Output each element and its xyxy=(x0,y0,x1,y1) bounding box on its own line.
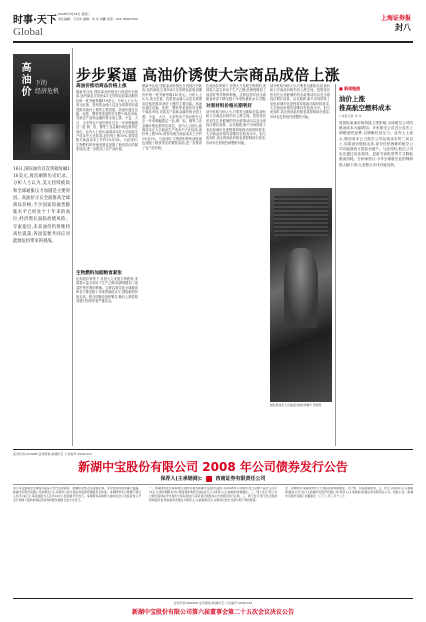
article-body-3-cont: 部分机构分析认为,只要美元继续走弱,油价和大宗商品价格仍有上涨空间。投资者应密切关注美联储的货币政策动向以及全球经济增长前景。从长期看,新兴市场国家工业化和城市化进程将持续推动原材料需求,大宗商品价格有望维持在较高水平。但与此同时,高企的商品价格也将抑制部分需求,市场存在阶段性调整的可能。 xyxy=(270,84,330,119)
ad-bottom-title: 新湖中宝股份有限公司第六届董事会第二十五次会议决议公告 xyxy=(131,609,294,616)
news-photo xyxy=(270,188,332,402)
editor-line: 责任编辑：下官伟 编辑：李 华 刘鹏 电话：021-38967500 xyxy=(58,17,138,21)
article-col-3 xyxy=(206,84,266,446)
column-divider xyxy=(72,48,73,446)
photo-figure xyxy=(284,248,318,328)
date-line: 2008年3月18日 星期二 xyxy=(58,12,91,16)
sidebar xyxy=(13,48,70,446)
section-left-en: Global xyxy=(13,26,43,38)
sidebar-banner-accent xyxy=(31,124,65,154)
sidebar-body: 16日,国际油价首次突破每桶110美元,再次刷新历史纪录。分析人士认为,美元持续疲软和全球通胀压力加剧是主要原因。高油价正在全面推高全球商品价格,不少国家的通货膨胀水平已经处于十年来的高位,经济增长面临放缓风险。专家指出,未来油价仍将维持高位震荡,各国需要共同应对能源危机带来的挑战。 xyxy=(13,167,70,245)
main-article xyxy=(76,84,332,446)
page-right: 封八 xyxy=(395,23,411,32)
section-left-label: 时事·天下 xyxy=(13,15,57,26)
subhead-2: 生物燃料加剧粮食紧张 xyxy=(76,271,122,276)
photo-screen xyxy=(274,196,328,236)
ad-body-col-2: 一、本期债券发行基本情况:债券名称为新湖中宝股份有限公司2008年公司债券;发行总额不超过人民币14亿元;债券期限为5年;票面利率询价区间由发行人与保荐人(主承销商)协商确定。二、网上发行:网上发行通过深圳证券交易所交易系统进行,投资者可按照本公告的规定进行认购。三、网下发行:网下发行面向机构投资者,机构投资者通过与保荐人(主承销商)签订认购协议的方式参与网下询价配售。 xyxy=(149,487,277,502)
ad-top-rule xyxy=(13,449,413,450)
sidebar-banner-sub: 下的 经济危机 xyxy=(35,80,60,95)
article-body-2-cont: 在高油价背景下,各国大力发展生物燃料,美国将大量玉米用于生产乙醇,欧洲则增加了油菜籽等作物的种植。这种趋势导致全球粮食库存下降至数十年来的最低水平,国际 xyxy=(206,84,266,102)
ad-bottom-rule xyxy=(13,598,413,599)
subhead-1: 高油价推动商品价格上涨 xyxy=(76,84,127,89)
bond-ad xyxy=(13,451,413,619)
ad-bottom-code: 证券代码:000008 证券简称:新湖中宝 公告编号:2008-015 xyxy=(173,601,253,605)
ad-sub-rule xyxy=(13,484,413,485)
ad-title: 新湖中宝股份有限公司 2008 年公司债券发行公告 xyxy=(78,460,348,474)
article-body-2: 在高油价背景下,各国大力发展生物燃料,美国将大量玉米用于生产乙醇,欧洲则增加了油菜籽等作物的种植。这种趋势导致全球粮食库存下降至数十年来的最低水平,国际粮价持续走高。联合国粮农组织警告,粮价上涨将给发展中国家带来严重冲击。 xyxy=(76,277,138,304)
sidebar-banner xyxy=(13,54,70,160)
ad-body-col-3: 四、认购费用:本期债券发行不向投资者收取佣金、过户费、印花税等费用。五、发行人和保荐人(主承销商)联系方式:发行人新湖中宝股份有限公司;保荐人(主承销商)西南证券有限责任公司。特此公告。新湖中宝股份有限公司董事会 二〇〇八年三月十八日 xyxy=(285,487,413,498)
side-column-byline: ○本报记者 李 华 xyxy=(339,114,362,118)
subhead-3: 对原材料价格长期利好 xyxy=(206,104,252,109)
side-column-body: 受国际原油价格持续上涨影响,全球航空公司的燃油成本大幅增加。多家航空公司近日宣布上调燃油附加费,以缓解经营压力。业内人士表示,燃油成本已占航空公司运营成本的三成以上,如果油价继续走高,部分经营困难的航空公司可能面临亏损甚至破产。与此同时,航空公司也在通过优化航线、更新节油机型等方式降低燃油消耗。分析师预计,今年全球航空业的利润将大幅下滑,行业整合步伐可能加快。 xyxy=(339,121,413,167)
article-body-1: 据新华社电 国际原油价格近日再创历史新高,纽约商品交易所4月交货的轻质原油期货价格一度突破每桶110美元。分析人士认为,美元贬值、投机资金涌入以及全球需求旺盛是推动油价上涨的主要因素。高油价通过运输、化肥、塑料等渠道传导至整个商品市场,导致农产品和金属价格全面上涨。小麦、大豆、玉米等农产品价格在过去一年里涨幅超过一倍,铜、铝、镍等工业金属价格也维持在高位。业内人士指出,能源成本在大宗商品生产成本中占比较高,油价每上涨10%,将带动相关商品成本上升约2%至3%。与此同时,生物燃料的快速发展也加剧了粮食供应的紧张局面,进一步推高了农产品价格。 xyxy=(76,90,138,152)
ad-sponsor-label: 保荐人(主承销商): xyxy=(160,476,203,482)
ad-sponsor xyxy=(13,475,413,482)
masthead xyxy=(13,9,413,43)
brand-right: 上海证券报 xyxy=(380,15,411,22)
side-column xyxy=(339,86,413,446)
right-column-divider xyxy=(335,84,336,446)
article-body-1-cont: 据新华社电 国际原油价格近日再创历史新高,纽约商品交易所4月交货的轻质原油期货价格一度突破每桶110美元。分析人士认为,美元贬值、投机资金涌入以及全球需求旺盛是推动油价上涨的主要因素。高油价通过运输、化肥、塑料等渠道传导至整个商品市场,导致农产品和金属价格全面上涨。小麦、大豆、玉米等农产品价格在过去一年里涨幅超过一倍,铜、铝、镍等工业金属价格也维持在高位。业内人士指出,能源成本在大宗商品生产成本中占比较高,油价每上涨10%,将带动相关商品成本上升约2%至3%。与此同时,生物燃料的快速发展也加剧了粮食供应的紧张局面,进一步推高了农产品价格。 xyxy=(142,84,202,150)
ad-body-col-1: 本公司及董事会全体成员保证公告内容的真实、准确和完整,没有虚假记载、误导性陈述或者重大遗漏。新湖中宝股份有限公司本期发行公司债券已获中国证券监督管理委员会核准。本期债券发行规模不超过人民币14亿元,每张面值为人民币100元,按面值平价发行。本期债券采取网上面向社会公众投资者公开发行和网下面向机构投资者询价配售相结合的方式发行。 xyxy=(13,487,141,502)
photo-caption: 国际原油及大宗商品价格持续攀升 资料图 xyxy=(270,403,322,407)
side-column-title: 油价上涨 推高航空燃料成本 xyxy=(339,95,391,112)
article-col-1 xyxy=(76,84,138,446)
ad-code-line: 证券代码:000008 证券简称:新湖中宝 公告编号:2008-014 xyxy=(13,452,92,456)
article-body-3: 部分机构分析认为,只要美元继续走弱,油价和大宗商品价格仍有上涨空间。投资者应密切关注美联储的货币政策动向以及全球经济增长前景。从长期看,新兴市场国家工业化和城市化进程将持续推动原材料需求,大宗商品价格有望维持在较高水平。但与此同时,高企的商品价格也将抑制部分需求,市场存在阶段性调整的可能。 xyxy=(206,110,266,145)
side-column-label: ■ 新闻链接 xyxy=(339,86,361,91)
page-headline: 步步紧逼 高油价诱使大宗商品成倍上涨 xyxy=(76,66,340,84)
masthead-rule xyxy=(13,41,413,43)
ad-sponsor-name: 西南证券有限责任公司 xyxy=(215,476,266,482)
sponsor-logo-icon xyxy=(206,476,212,482)
sidebar-banner-title: 高油价 xyxy=(19,62,30,98)
